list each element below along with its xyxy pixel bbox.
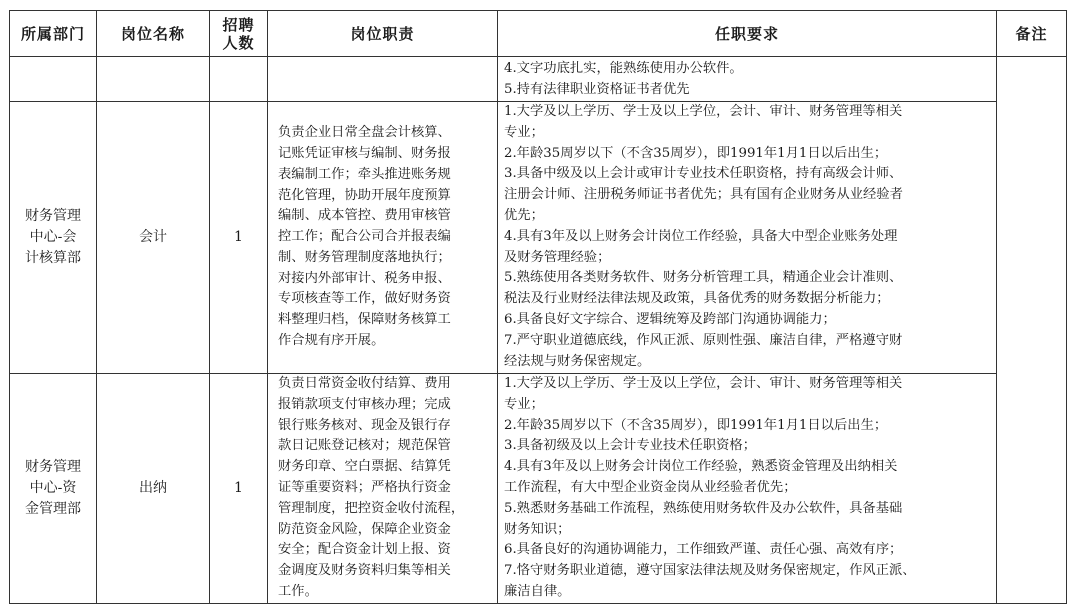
position-cell: 出纳 [97,374,210,604]
requirement-line: 4.文字功底扎实，能熟练使用办公软件。 [504,61,743,76]
duties-cell [268,102,498,374]
requirement-line: 3.具备中级及以上会计或审计专业技术任职资格，持有高级会计师、 [504,166,903,182]
requirement-line: 财务知识； [504,521,571,537]
requirement-line: 5.持有法律职业资格证书者优先 [504,81,690,97]
header-row [10,11,1067,57]
duty-line: 作合规有序开展。 [278,333,385,349]
header-dept: 所属部门 [10,11,97,57]
duty-line: 防范资金风险，保障企业资金 [278,521,451,537]
requirements-cell [498,102,997,374]
header-count-line1: 招聘 [222,15,255,34]
duty-line: 工作。 [278,583,318,599]
dept-cell [10,102,97,374]
requirement-line: 7.严守职业道德底线，作风正派、原则性强、廉洁自律，严格遵守财 [504,332,903,348]
duty-line: 对接内外部审计、税务申报、 [278,270,451,286]
requirements-cell [498,57,997,102]
requirement-line: 廉洁自律。 [504,583,571,599]
duties-cell [268,57,498,102]
requirement-line: 专业； [504,124,544,140]
requirement-line: 2.年龄35周岁以下（不含35周岁），即1991年1月1日以后出生； [504,417,888,433]
duty-line: 金调度及财务资料归集等相关 [278,563,451,579]
requirement-line: 工作流程，有大中型企业资金岗从业经验者优先； [504,479,797,495]
requirement-line: 5.熟练使用各类财务软件、财务分析管理工具，精通企业会计准则、 [504,270,903,286]
count-cell: 1 [210,102,268,374]
duty-line: 表编制工作；牵头推进账务规 [278,166,451,182]
dept-line: 中心-资 [29,479,77,496]
requirement-line: 经法规与财务保密规定。 [504,353,651,369]
requirement-line: 4.具有3年及以上财务会计岗位工作经验，具备大中型企业账务处理 [504,228,898,244]
duty-line: 专项核查等工作，做好财务资 [278,291,451,307]
requirements-cell [498,374,997,604]
table-row-continuation [10,57,1067,102]
recruitment-table [9,10,1067,604]
header-count [210,11,268,57]
dept-line: 财务管理 [25,208,81,224]
count-cell: 1 [210,374,268,604]
header-position: 岗位名称 [97,11,210,57]
requirement-line: 6.具备良好的沟通协调能力，工作细致严谨、责任心强、高效有序； [504,542,903,558]
dept-line: 财务管理 [25,458,81,475]
remarks-cell [997,57,1067,604]
requirement-line: 1.大学及以上学历、学士及以上学位，会计、审计、财务管理等相关 [504,376,903,391]
header-requirements: 任职要求 [498,11,997,57]
requirement-line: 6.具备良好文字综合、逻辑统筹及跨部门沟通协调能力； [504,311,836,327]
dept-cell [10,57,97,102]
duty-line: 管理制度，把控资金收付流程， [278,500,465,516]
duty-line: 负责企业日常全盘会计核算、 [278,125,451,141]
duty-line: 记账凭证审核与编制、财务报 [278,145,451,161]
duty-line: 料整理归档，保障财务核算工 [278,312,451,328]
requirement-line: 4.具有3年及以上财务会计岗位工作经验，熟悉资金管理及出纳相关 [504,459,898,475]
dept-line: 计核算部 [25,250,81,266]
duty-line: 报销款项支付审核办理；完成 [278,396,451,412]
dept-line: 金管理部 [25,500,81,517]
duty-line: 负责日常资金收付结算、费用 [278,376,451,391]
duty-line: 安全；配合资金计划上报、资 [278,542,451,558]
header-remarks: 备注 [997,11,1067,57]
duty-line: 证等重要资料；严格执行资金 [278,479,451,495]
requirement-line: 及财务管理经验； [504,249,611,265]
position-cell: 会计 [97,102,210,374]
position-cell [97,57,210,102]
count-cell [210,57,268,102]
duty-line: 范化管理，协助开展年度预算 [278,187,451,203]
requirement-line: 5.熟悉财务基础工作流程，熟练使用财务软件及办公软件，具备基础 [504,500,903,516]
duty-line: 银行账务核对、现金及银行存 [278,417,451,433]
duty-line: 控工作；配合公司合并报表编 [278,229,451,245]
header-duties: 岗位职责 [268,11,498,57]
requirement-line: 税法及行业财经法律法规及政策，具备优秀的财务数据分析能力； [504,291,890,307]
duty-line: 编制、成本管控、费用审核管 [278,208,451,224]
requirement-line: 7.恪守财务职业道德，遵守国家法律法规及财务保密规定，作风正派、 [504,563,916,579]
requirement-line: 1.大学及以上学历、学士及以上学位，会计、审计、财务管理等相关 [504,104,903,119]
dept-cell [10,374,97,604]
requirement-line: 专业； [504,396,544,412]
duty-line: 财务印章、空白票据、结算凭 [278,459,451,475]
header-count-line2: 人数 [222,33,255,52]
table-row-cashier [10,374,1067,604]
requirement-line: 优先； [504,207,544,223]
dept-line: 中心-会 [29,229,77,245]
requirement-line: 2.年龄35周岁以下（不含35周岁），即1991年1月1日以后出生； [504,145,888,161]
duty-line: 制、财务管理制度落地执行； [278,249,451,265]
duty-line: 款日记账登记核对；规范保管 [278,438,451,454]
requirement-line: 注册会计师、注册税务师证书者优先；具有国有企业财务从业经验者 [504,187,903,203]
requirement-line: 3.具备初级及以上会计专业技术任职资格； [504,438,757,454]
table-row-accountant [10,102,1067,374]
duties-cell [268,374,498,604]
